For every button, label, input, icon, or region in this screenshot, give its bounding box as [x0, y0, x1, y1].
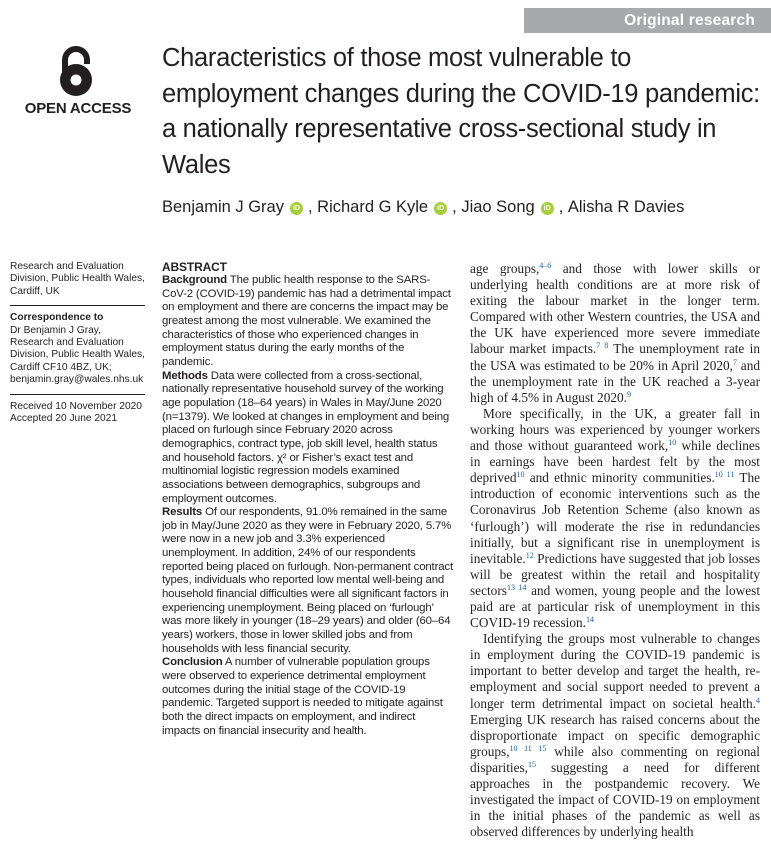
open-access-label: OPEN ACCESS — [24, 100, 132, 117]
reference-link[interactable]: 12 — [525, 550, 534, 560]
divider — [10, 394, 145, 395]
article-sidebar — [10, 261, 145, 425]
correspondence-body: Dr Benjamin J Gray, Research and Evaluation Division, Public Health Wales, Cardiff CF10 4BZ, UK; benjamin.gray@wales.nhs.uk — [10, 324, 145, 386]
abstract-conclusion — [162, 656, 455, 738]
reference-link[interactable]: 10 — [668, 438, 677, 448]
orcid-icon[interactable]: iD — [434, 202, 447, 215]
section-label: Results — [162, 506, 203, 519]
author-list — [162, 196, 762, 218]
reference-link[interactable]: 7 — [732, 357, 737, 367]
reference-link[interactable]: 10 11 15 — [509, 743, 547, 753]
section-label: Methods — [162, 369, 208, 382]
reference-link[interactable]: 14 — [585, 615, 594, 625]
reference-link[interactable]: 10 — [516, 470, 525, 480]
author-separator: , — [452, 198, 457, 216]
author-separator: , — [558, 198, 564, 216]
correspondence-heading: Correspondence to — [10, 312, 104, 324]
reference-link[interactable]: 4 — [756, 695, 760, 705]
abstract-methods — [162, 370, 455, 507]
orcid-icon[interactable]: iD — [290, 202, 303, 215]
section-label: Background — [162, 274, 227, 286]
author-name[interactable]: Alisha R Davies — [567, 198, 685, 216]
author-name[interactable]: Jiao Song — [461, 198, 535, 216]
author-name[interactable]: Benjamin J Gray — [162, 198, 284, 216]
reference-link[interactable]: 9 — [626, 389, 631, 399]
orcid-icon[interactable]: iD — [541, 202, 554, 215]
reference-link[interactable]: 4–6 — [539, 261, 552, 270]
abstract-background — [162, 274, 455, 370]
article-title: Characteristics of those most vulnerable to employment changes during the COVID-19 pandemic: a nationally representative cross-sectional study in Wales — [162, 44, 760, 179]
abstract — [162, 261, 455, 738]
body-paragraph: age groups,$^{4-6}$ and those with lower skills or underlying health conditions are at more risk of exiting the labour market in the longer term. Compared with other Western countries, the USA and the UK have experienced more severe immediate labour market impacts.$^{7 8}$ The unemployment rate in the USA was estimated to be 20% in April 2020,$^7$ and the unemployment rate in the UK reached a 3-year high of 4.5% in August 2020.$^9$ — [470, 261, 760, 405]
abstract-heading: ABSTRACT — [162, 260, 227, 274]
reference-link[interactable]: 10 11 — [714, 470, 735, 480]
reference-link[interactable]: 15 — [527, 759, 536, 769]
body-text-column — [470, 261, 760, 840]
section-text: Of our respondents, 91.0% remained in the same job in May/June 2020 as they were in February 2020, 5.7% were now in a new job and 3.3% experienced unemployment. In addition, 24% of our respondents reported being placed on furlough. Non-permanent contract types, individuals who reported low mental well-being and household financial difficulties were all significant factors in experiencing unemployment. Being placed on ‘furlough’ was more likely in younger (18–29 years) and older (60–64 years) workers, those in lower skilled jobs and from households with less financial security. — [162, 506, 453, 655]
article-type-banner: Original research — [524, 8, 771, 33]
affiliation: Research and Evaluation Division, Public Health Wales, Cardiff, UK — [10, 261, 145, 297]
open-access-lock-icon — [48, 44, 104, 98]
author-separator: , — [307, 198, 313, 216]
section-text: Data were collected from a cross-sectional, nationally representative household survey of the working age population (18–64 years) in Wales in May/June 2020 (n=1379). We looked at changes in employment and being placed on furlough since February 2020 across demographics, contract type, job skill level, health status and household factors. χ² or Fisher’s exact test and multinomial logistic regression models examined associations between demographics, subgroups and employment outcomes. — [162, 369, 450, 505]
section-label: Conclusion — [162, 656, 223, 669]
section-text: The public health response to the SARS-CoV-2 (COVID-19) pandemic has had a detrimental impact on employment and there are concerns the impact may be greatest among the most vulnerable. We examined the characteristics of those who experienced changes in employment status during the early months of the pandemic. — [162, 274, 451, 368]
reference-link[interactable]: 7 8 — [596, 341, 609, 351]
divider — [10, 305, 145, 306]
reference-link[interactable]: 13 14 — [506, 582, 527, 592]
body-paragraph: Identifying the groups most vulnerable to changes in employment during the COVID-19 pandemic is important to better develop and target the health, re-employment and social support needed to prevent a longer term detrimental impact on societal health.$^4$ Emerging UK research has raised concerns about the disproportionate impact on specific demographic groups,$^{10 11 15}$ while also commenting on regional disparities,$^{15}$ suggesting a need for different approaches in the postpandemic recovery. We investigated the impact of COVID-19 on employment in the initial phases of the pandemic as well as observed differences by underlying health — [470, 631, 761, 840]
abstract-results — [162, 506, 455, 656]
received-date: Received 10 November 2020 — [10, 400, 142, 412]
section-text: A number of vulnerable population groups were observed to experience detrimental employment outcomes during the initial stage of the COVID-19 pandemic. Targeted support is needed to mitigate against both the direct impacts on employment, and indirect impacts on financial insecurity and health. — [162, 656, 443, 737]
author-name[interactable]: Richard G Kyle — [317, 198, 429, 216]
body-paragraph: More specifically, in the UK, a greater fall in working hours was experienced by younger workers and those without guaranteed work,$^{10}$ while declines in earnings have been hardest felt by the most deprived$^{10}$ and ethnic minority communities.$^{10 11}$ The introduction of economic interventions such as the Coronavirus Job Retention Scheme (also known as ‘furlough’) will moderate the rise in redundancies initially, but a significant rise in unemployment is inevitable.$^{12}$ Predictions have suggested that job losses will be greatest within the retail and hospitality sectors$^{13 14}$ and women, young people and the lowest paid are at particular risk of unemployment in this COVID-19 recession.$^{14}$ — [470, 405, 761, 631]
accepted-date: Accepted 20 June 2021 — [10, 413, 118, 425]
